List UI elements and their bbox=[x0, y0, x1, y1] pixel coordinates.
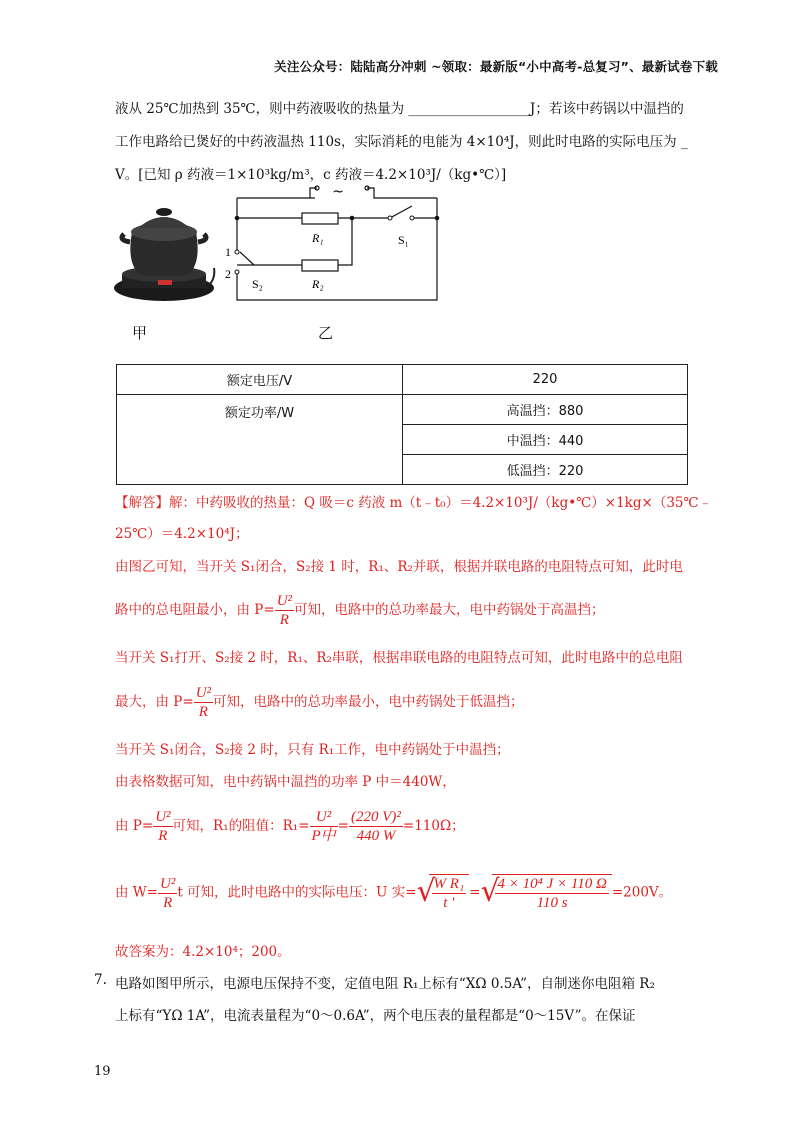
ac-source-symbol: ~ bbox=[332, 184, 344, 200]
fraction-u2-over-pmid: $\frac{\text{U²}}{\text{P中}}$ bbox=[311, 809, 336, 844]
answer-text: 可知，电路中的总功率最大，电中药锅处于高温挡； bbox=[294, 602, 605, 618]
answer-line bbox=[115, 808, 465, 845]
fraction-u2-over-r: $\frac{\text{U²}}{R}$ bbox=[155, 809, 171, 844]
fraction-wr1-over-t: $\frac{\text{W R₁}}{t '}$ bbox=[433, 876, 465, 911]
fraction-u2-over-r: $\frac{\text{U²}}{R}$ bbox=[276, 593, 293, 628]
answer-text: = bbox=[469, 884, 481, 901]
answer-line bbox=[115, 874, 672, 912]
answer-text: t 可知，此时电路中的实际电压：U 实= bbox=[177, 884, 417, 901]
page-number: 19 bbox=[94, 1064, 111, 1079]
sqrt-expression-1: √ $\frac{\text{W R₁}}{t '}$ bbox=[417, 874, 470, 912]
question-text-line: 液从 25℃加热到 35℃，则中药液吸收的热量为 __________________J；若该中药锅以中温挡的 bbox=[115, 101, 684, 117]
answer-text: 可知，R₁的阻值：R₁= bbox=[172, 818, 310, 834]
label-s1: S₁ bbox=[398, 233, 409, 247]
answer-line: 由表格数据可知，电中药锅中温挡的功率 P 中＝440W， bbox=[115, 774, 456, 790]
table-cell: 额定功率/W bbox=[117, 395, 403, 485]
question-text-line: V。[已知 ρ 药液＝1×10³kg/m³，c 药液＝4.2×10³J/（kg•℃）] bbox=[115, 167, 507, 183]
fraction-u2-over-r: $\frac{\text{U²}}{R}$ bbox=[159, 875, 176, 911]
table-row bbox=[117, 365, 688, 395]
herbal-pot-image bbox=[112, 196, 216, 304]
answer-line: 故答案为：4.2×10⁴；200。 bbox=[115, 944, 291, 960]
table-cell: 220 bbox=[403, 365, 688, 395]
rating-table bbox=[116, 364, 688, 485]
question-text-line: 工作电路给已煲好的中药液温热 110s，实际消耗的电能为 4×10⁴J，则此时电路的实际电压为 _ bbox=[115, 134, 688, 150]
answer-line bbox=[115, 684, 524, 721]
table-row bbox=[117, 395, 688, 425]
figure-caption-yi: 乙 bbox=[318, 324, 334, 342]
answer-text: 路中的总电阻最小，由 P= bbox=[115, 602, 275, 618]
fraction-u2-over-r: $\frac{\text{U²}}{R}$ bbox=[195, 685, 212, 720]
answer-text: 由 W= bbox=[115, 884, 158, 901]
answer-line: 25℃）＝4.2×10⁴J； bbox=[115, 526, 249, 542]
table-cell: 额定电压/V bbox=[117, 365, 403, 395]
answer-text: 最大，由 P= bbox=[115, 694, 194, 710]
question-text-line: 上标有“YΩ 1A”，电流表量程为“0～0.6A”，两个电压表的量程都是“0～15V”。在保证 bbox=[115, 1008, 636, 1024]
sqrt-expression-2: √ $\frac{\text{4 × 10⁴ J × 110 Ω}}{110 s}$ bbox=[480, 874, 611, 912]
label-s2: S₂ bbox=[252, 277, 263, 291]
answer-line bbox=[115, 592, 605, 629]
answer-text: 可知，电路中的总功率最小，电中药锅处于低温挡； bbox=[213, 694, 524, 710]
answer-line: 当开关 S₁闭合，S₂接 2 时，只有 R₁工作，电中药锅处于中温挡； bbox=[115, 742, 510, 758]
answer-line: 当开关 S₁打开、S₂接 2 时，R₁、R₂串联，根据串联电路的电阻特点可知，此时电路中的总电阻 bbox=[115, 650, 683, 666]
question-text-line: 电路如图甲所示，电源电压保持不变，定值电阻 R₁上标有“XΩ 0.5A”，自制迷你电阻箱 R₂ bbox=[115, 976, 655, 992]
question-number: 7. bbox=[94, 972, 107, 988]
fraction-220-over-440: $\frac{\text{(220 V)²}}{440 W}$ bbox=[350, 809, 401, 844]
label-r2: R₂ bbox=[312, 277, 324, 291]
label-terminal-1: 1 bbox=[225, 245, 231, 259]
label-r1: R₁ bbox=[312, 231, 324, 245]
answer-text: =110Ω； bbox=[402, 818, 465, 834]
table-cell: 中温挡：440 bbox=[403, 425, 688, 455]
table-cell: 高温挡：880 bbox=[403, 395, 688, 425]
answer-text: =200V。 bbox=[611, 884, 673, 901]
answer-line: 【解答】解：中药吸收的热量：Q 吸＝c 药液 m（t﹣t₀）＝4.2×10³J/（kg•℃）×1kg×（35℃﹣ bbox=[115, 495, 713, 511]
page-header: 关注公众号：陆陆高分冲刺 ~领取：最新版“小中高考-总复习”、最新试卷下载 bbox=[274, 59, 718, 74]
table-cell: 低温挡：220 bbox=[403, 455, 688, 485]
answer-text: = bbox=[337, 818, 349, 834]
label-terminal-2: 2 bbox=[225, 267, 231, 281]
figure-caption-jia: 甲 bbox=[132, 324, 148, 342]
answer-line: 由图乙可知，当开关 S₁闭合，S₂接 1 时，R₁、R₂并联，根据并联电路的电阻特点可知，此时电 bbox=[115, 559, 683, 575]
answer-text: 由 P= bbox=[115, 818, 154, 834]
circuit-diagram bbox=[220, 180, 450, 310]
fraction-numeric: $\frac{\text{4 × 10⁴ J × 110 Ω}}{110 s}$ bbox=[497, 876, 607, 911]
